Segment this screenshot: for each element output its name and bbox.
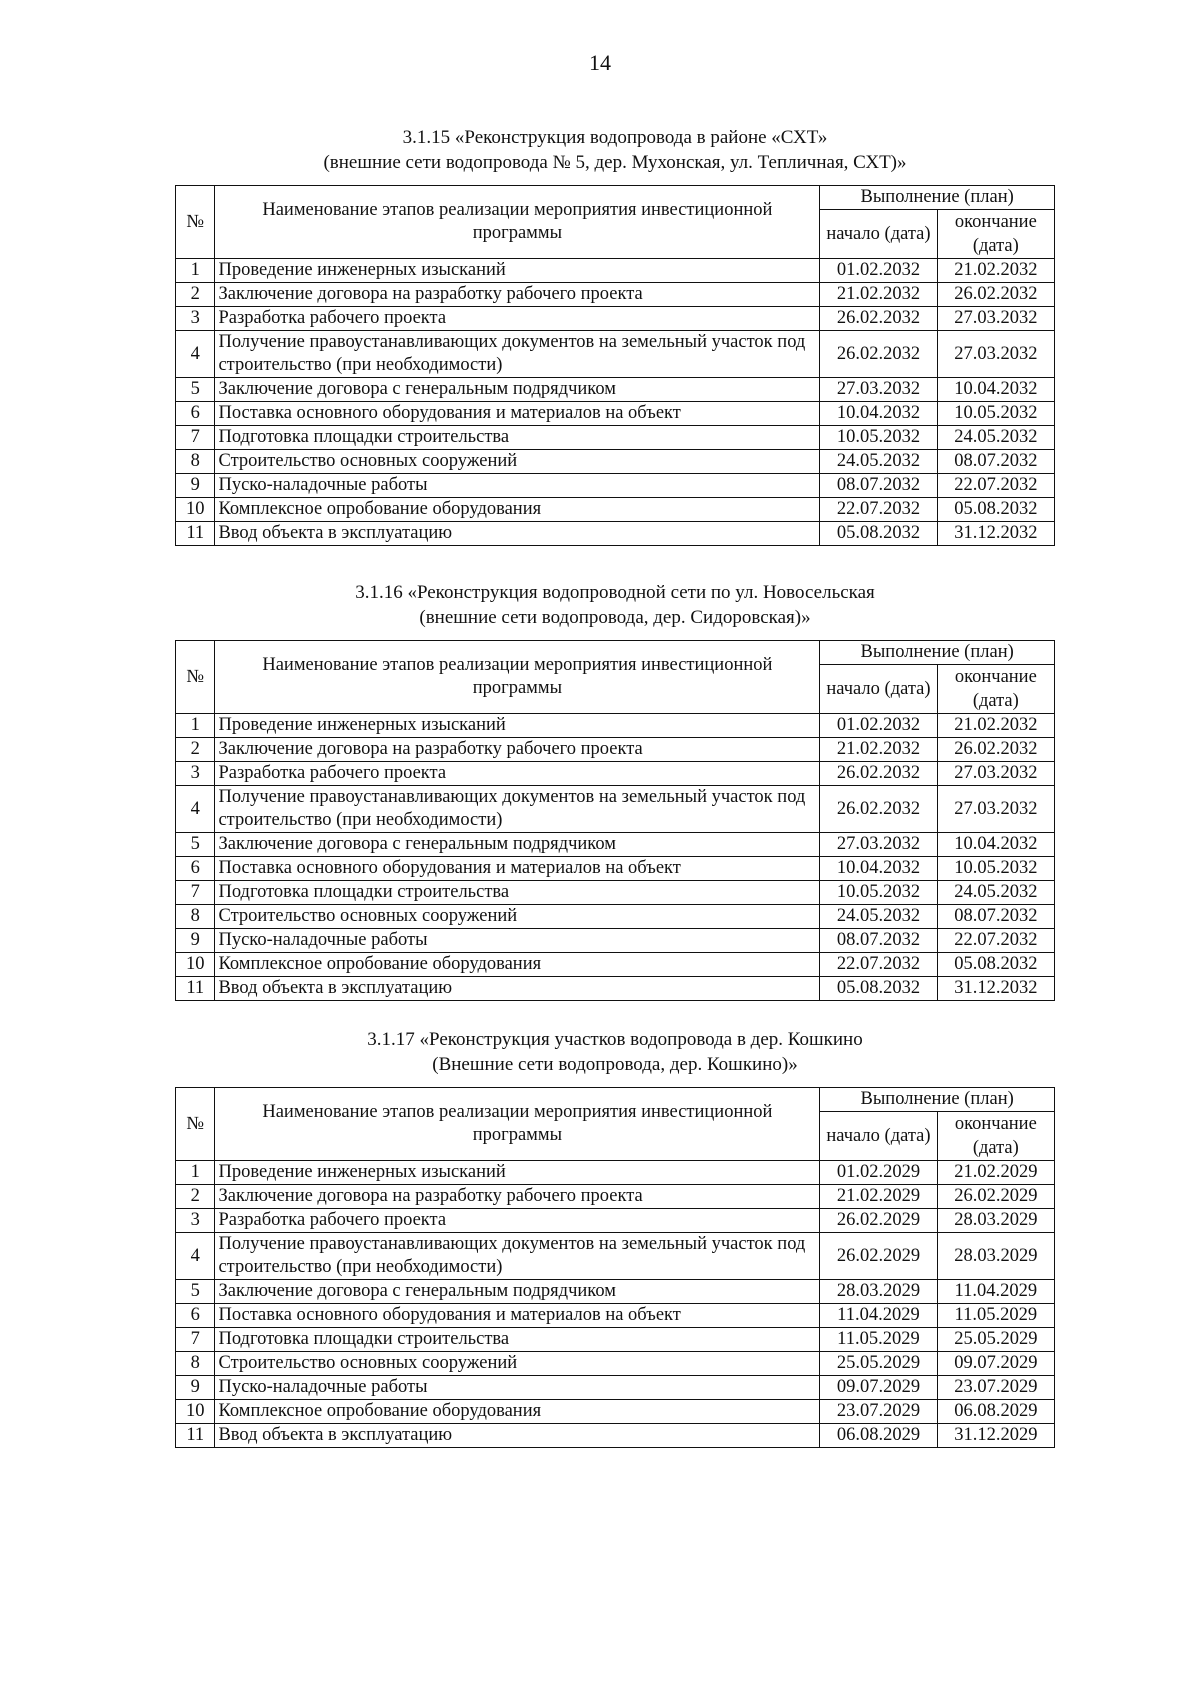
start-date: 28.03.2029 bbox=[820, 1280, 937, 1304]
stage-name: Заключение договора на разработку рабочего проекта bbox=[215, 1185, 820, 1209]
start-date: 05.08.2032 bbox=[820, 522, 937, 546]
stage-name: Разработка рабочего проекта bbox=[215, 1209, 820, 1233]
table-row bbox=[176, 738, 1055, 762]
section-title: 3.1.15 «Реконструкция водопровода в районе «СХТ» bbox=[402, 127, 828, 148]
end-date: 24.05.2032 bbox=[937, 881, 1054, 905]
row-number: 5 bbox=[176, 833, 215, 857]
row-number: 1 bbox=[176, 1161, 215, 1185]
table-header-row bbox=[176, 186, 1055, 210]
header-num: № bbox=[176, 641, 215, 714]
header-end-date: окончание (дата) bbox=[937, 665, 1054, 714]
header-start-date: начало (дата) bbox=[820, 1112, 937, 1161]
stage-name: Поставка основного оборудования и материалов на объект bbox=[215, 857, 820, 881]
table-row bbox=[176, 1400, 1055, 1424]
end-date: 25.05.2029 bbox=[937, 1328, 1054, 1352]
start-date: 22.07.2032 bbox=[820, 498, 937, 522]
start-date: 21.02.2032 bbox=[820, 738, 937, 762]
start-date: 26.02.2029 bbox=[820, 1233, 937, 1280]
end-date: 21.02.2032 bbox=[937, 259, 1054, 283]
end-date: 11.04.2029 bbox=[937, 1280, 1054, 1304]
table-row bbox=[176, 498, 1055, 522]
table-row bbox=[176, 762, 1055, 786]
start-date: 01.02.2032 bbox=[820, 714, 937, 738]
table-row bbox=[176, 283, 1055, 307]
stage-name: Получение правоустанавливающих документов на земельный участок под строительство (при необходимости) bbox=[215, 331, 820, 378]
row-number: 6 bbox=[176, 857, 215, 881]
start-date: 27.03.2032 bbox=[820, 378, 937, 402]
row-number: 2 bbox=[176, 738, 215, 762]
stage-name: Ввод объекта в эксплуатацию bbox=[215, 977, 820, 1001]
end-date: 23.07.2029 bbox=[937, 1376, 1054, 1400]
table-row bbox=[176, 474, 1055, 498]
row-number: 7 bbox=[176, 881, 215, 905]
end-date: 10.04.2032 bbox=[937, 378, 1054, 402]
table-row bbox=[176, 1304, 1055, 1328]
schedule-table bbox=[175, 640, 1055, 1001]
row-number: 8 bbox=[176, 450, 215, 474]
stage-name: Заключение договора с генеральным подрядчиком bbox=[215, 378, 820, 402]
stage-name: Заключение договора с генеральным подрядчиком bbox=[215, 1280, 820, 1304]
header-stage-name: Наименование этапов реализации мероприятия инвестиционной программы bbox=[215, 186, 820, 259]
end-date: 11.05.2029 bbox=[937, 1304, 1054, 1328]
end-date: 28.03.2029 bbox=[937, 1233, 1054, 1280]
end-date: 31.12.2032 bbox=[937, 977, 1054, 1001]
table-row bbox=[176, 1233, 1055, 1280]
row-number: 9 bbox=[176, 1376, 215, 1400]
row-number: 6 bbox=[176, 402, 215, 426]
start-date: 06.08.2029 bbox=[820, 1424, 937, 1448]
end-date: 26.02.2029 bbox=[937, 1185, 1054, 1209]
start-date: 27.03.2032 bbox=[820, 833, 937, 857]
stage-name: Заключение договора с генеральным подрядчиком bbox=[215, 833, 820, 857]
stage-name: Поставка основного оборудования и материалов на объект bbox=[215, 402, 820, 426]
row-number: 2 bbox=[176, 1185, 215, 1209]
stage-name: Разработка рабочего проекта bbox=[215, 762, 820, 786]
table-row bbox=[176, 881, 1055, 905]
row-number: 5 bbox=[176, 378, 215, 402]
table-row bbox=[176, 402, 1055, 426]
row-number: 1 bbox=[176, 259, 215, 283]
table-row bbox=[176, 1185, 1055, 1209]
end-date: 27.03.2032 bbox=[937, 331, 1054, 378]
end-date: 31.12.2032 bbox=[937, 522, 1054, 546]
start-date: 05.08.2032 bbox=[820, 977, 937, 1001]
start-date: 23.07.2029 bbox=[820, 1400, 937, 1424]
end-date: 27.03.2032 bbox=[937, 786, 1054, 833]
row-number: 3 bbox=[176, 762, 215, 786]
section-heading bbox=[175, 1027, 1055, 1077]
end-date: 10.05.2032 bbox=[937, 857, 1054, 881]
row-number: 4 bbox=[176, 786, 215, 833]
stage-name: Пуско-наладочные работы bbox=[215, 474, 820, 498]
stage-name: Пуско-наладочные работы bbox=[215, 1376, 820, 1400]
end-date: 10.04.2032 bbox=[937, 833, 1054, 857]
stage-name: Получение правоустанавливающих документов на земельный участок под строительство (при необходимости) bbox=[215, 1233, 820, 1280]
row-number: 11 bbox=[176, 522, 215, 546]
section-subtitle: (внешние сети водопровода, дер. Сидоровская)» bbox=[419, 607, 811, 628]
row-number: 7 bbox=[176, 426, 215, 450]
table-row bbox=[176, 929, 1055, 953]
stage-name: Проведение инженерных изысканий bbox=[215, 1161, 820, 1185]
stage-name: Подготовка площадки строительства bbox=[215, 1328, 820, 1352]
row-number: 10 bbox=[176, 953, 215, 977]
start-date: 11.04.2029 bbox=[820, 1304, 937, 1328]
header-execution: Выполнение (план) bbox=[820, 641, 1055, 665]
stage-name: Подготовка площадки строительства bbox=[215, 426, 820, 450]
start-date: 10.04.2032 bbox=[820, 402, 937, 426]
table-row bbox=[176, 857, 1055, 881]
end-date: 09.07.2029 bbox=[937, 1352, 1054, 1376]
header-start-date: начало (дата) bbox=[820, 210, 937, 259]
table-row bbox=[176, 977, 1055, 1001]
end-date: 24.05.2032 bbox=[937, 426, 1054, 450]
end-date: 05.08.2032 bbox=[937, 498, 1054, 522]
start-date: 24.05.2032 bbox=[820, 905, 937, 929]
start-date: 01.02.2029 bbox=[820, 1161, 937, 1185]
row-number: 10 bbox=[176, 498, 215, 522]
section-heading bbox=[175, 580, 1055, 630]
table-header-row bbox=[176, 1088, 1055, 1112]
start-date: 26.02.2029 bbox=[820, 1209, 937, 1233]
start-date: 26.02.2032 bbox=[820, 786, 937, 833]
header-end-date: окончание (дата) bbox=[937, 210, 1054, 259]
end-date: 05.08.2032 bbox=[937, 953, 1054, 977]
end-date: 22.07.2032 bbox=[937, 474, 1054, 498]
table-row bbox=[176, 259, 1055, 283]
start-date: 21.02.2032 bbox=[820, 283, 937, 307]
stage-name: Комплексное опробование оборудования bbox=[215, 1400, 820, 1424]
section-title: 3.1.17 «Реконструкция участков водопровода в дер. Кошкино bbox=[367, 1029, 863, 1050]
row-number: 11 bbox=[176, 977, 215, 1001]
section-3-1-17 bbox=[175, 1027, 1055, 1448]
row-number: 4 bbox=[176, 331, 215, 378]
table-row bbox=[176, 1209, 1055, 1233]
start-date: 10.05.2032 bbox=[820, 881, 937, 905]
row-number: 5 bbox=[176, 1280, 215, 1304]
schedule-table bbox=[175, 1087, 1055, 1448]
stage-name: Ввод объекта в эксплуатацию bbox=[215, 522, 820, 546]
end-date: 08.07.2032 bbox=[937, 450, 1054, 474]
row-number: 2 bbox=[176, 283, 215, 307]
start-date: 09.07.2029 bbox=[820, 1376, 937, 1400]
stage-name: Проведение инженерных изысканий bbox=[215, 714, 820, 738]
stage-name: Подготовка площадки строительства bbox=[215, 881, 820, 905]
start-date: 26.02.2032 bbox=[820, 762, 937, 786]
stage-name: Заключение договора на разработку рабочего проекта bbox=[215, 283, 820, 307]
stage-name: Комплексное опробование оборудования bbox=[215, 498, 820, 522]
row-number: 4 bbox=[176, 1233, 215, 1280]
start-date: 24.05.2032 bbox=[820, 450, 937, 474]
end-date: 22.07.2032 bbox=[937, 929, 1054, 953]
start-date: 26.02.2032 bbox=[820, 331, 937, 378]
row-number: 8 bbox=[176, 1352, 215, 1376]
start-date: 25.05.2029 bbox=[820, 1352, 937, 1376]
end-date: 31.12.2029 bbox=[937, 1424, 1054, 1448]
end-date: 27.03.2032 bbox=[937, 307, 1054, 331]
start-date: 10.05.2032 bbox=[820, 426, 937, 450]
table-row bbox=[176, 1280, 1055, 1304]
stage-name: Пуско-наладочные работы bbox=[215, 929, 820, 953]
table-header-row bbox=[176, 641, 1055, 665]
section-3-1-15 bbox=[175, 125, 1055, 546]
table-row bbox=[176, 1352, 1055, 1376]
stage-name: Строительство основных сооружений bbox=[215, 450, 820, 474]
row-number: 3 bbox=[176, 307, 215, 331]
end-date: 26.02.2032 bbox=[937, 283, 1054, 307]
row-number: 10 bbox=[176, 1400, 215, 1424]
header-num: № bbox=[176, 186, 215, 259]
start-date: 01.02.2032 bbox=[820, 259, 937, 283]
stage-name: Комплексное опробование оборудования bbox=[215, 953, 820, 977]
start-date: 21.02.2029 bbox=[820, 1185, 937, 1209]
row-number: 11 bbox=[176, 1424, 215, 1448]
section-title: 3.1.16 «Реконструкция водопроводной сети по ул. Новосельская bbox=[355, 582, 875, 603]
header-stage-name: Наименование этапов реализации мероприятия инвестиционной программы bbox=[215, 1088, 820, 1161]
schedule-table bbox=[175, 185, 1055, 546]
header-execution: Выполнение (план) bbox=[820, 1088, 1055, 1112]
table-row bbox=[176, 331, 1055, 378]
table-row bbox=[176, 786, 1055, 833]
start-date: 10.04.2032 bbox=[820, 857, 937, 881]
end-date: 26.02.2032 bbox=[937, 738, 1054, 762]
start-date: 11.05.2029 bbox=[820, 1328, 937, 1352]
stage-name: Поставка основного оборудования и материалов на объект bbox=[215, 1304, 820, 1328]
table-row bbox=[176, 450, 1055, 474]
table-row bbox=[176, 714, 1055, 738]
end-date: 27.03.2032 bbox=[937, 762, 1054, 786]
row-number: 8 bbox=[176, 905, 215, 929]
table-row bbox=[176, 1161, 1055, 1185]
end-date: 10.05.2032 bbox=[937, 402, 1054, 426]
row-number: 1 bbox=[176, 714, 215, 738]
end-date: 21.02.2029 bbox=[937, 1161, 1054, 1185]
header-execution: Выполнение (план) bbox=[820, 186, 1055, 210]
table-row bbox=[176, 1424, 1055, 1448]
header-end-date: окончание (дата) bbox=[937, 1112, 1054, 1161]
stage-name: Заключение договора на разработку рабочего проекта bbox=[215, 738, 820, 762]
stage-name: Ввод объекта в эксплуатацию bbox=[215, 1424, 820, 1448]
table-row bbox=[176, 1328, 1055, 1352]
stage-name: Получение правоустанавливающих документов на земельный участок под строительство (при необходимости) bbox=[215, 786, 820, 833]
table-row bbox=[176, 426, 1055, 450]
start-date: 08.07.2032 bbox=[820, 929, 937, 953]
section-3-1-16 bbox=[175, 580, 1055, 1001]
stage-name: Строительство основных сооружений bbox=[215, 905, 820, 929]
start-date: 22.07.2032 bbox=[820, 953, 937, 977]
row-number: 3 bbox=[176, 1209, 215, 1233]
page-number: 14 bbox=[589, 50, 611, 75]
section-subtitle: (Внешние сети водопровода, дер. Кошкино)» bbox=[432, 1054, 798, 1075]
stage-name: Строительство основных сооружений bbox=[215, 1352, 820, 1376]
row-number: 9 bbox=[176, 929, 215, 953]
start-date: 26.02.2032 bbox=[820, 307, 937, 331]
start-date: 08.07.2032 bbox=[820, 474, 937, 498]
section-subtitle: (внешние сети водопровода № 5, дер. Мухонская, ул. Тепличная, СХТ)» bbox=[323, 152, 907, 173]
table-row bbox=[176, 307, 1055, 331]
table-row bbox=[176, 905, 1055, 929]
header-num: № bbox=[176, 1088, 215, 1161]
header-stage-name: Наименование этапов реализации мероприятия инвестиционной программы bbox=[215, 641, 820, 714]
header-start-date: начало (дата) bbox=[820, 665, 937, 714]
table-row bbox=[176, 378, 1055, 402]
end-date: 21.02.2032 bbox=[937, 714, 1054, 738]
row-number: 9 bbox=[176, 474, 215, 498]
stage-name: Разработка рабочего проекта bbox=[215, 307, 820, 331]
row-number: 6 bbox=[176, 1304, 215, 1328]
end-date: 08.07.2032 bbox=[937, 905, 1054, 929]
table-row bbox=[176, 1376, 1055, 1400]
row-number: 7 bbox=[176, 1328, 215, 1352]
section-heading bbox=[175, 125, 1055, 175]
end-date: 06.08.2029 bbox=[937, 1400, 1054, 1424]
table-row bbox=[176, 833, 1055, 857]
stage-name: Проведение инженерных изысканий bbox=[215, 259, 820, 283]
table-row bbox=[176, 522, 1055, 546]
end-date: 28.03.2029 bbox=[937, 1209, 1054, 1233]
table-row bbox=[176, 953, 1055, 977]
